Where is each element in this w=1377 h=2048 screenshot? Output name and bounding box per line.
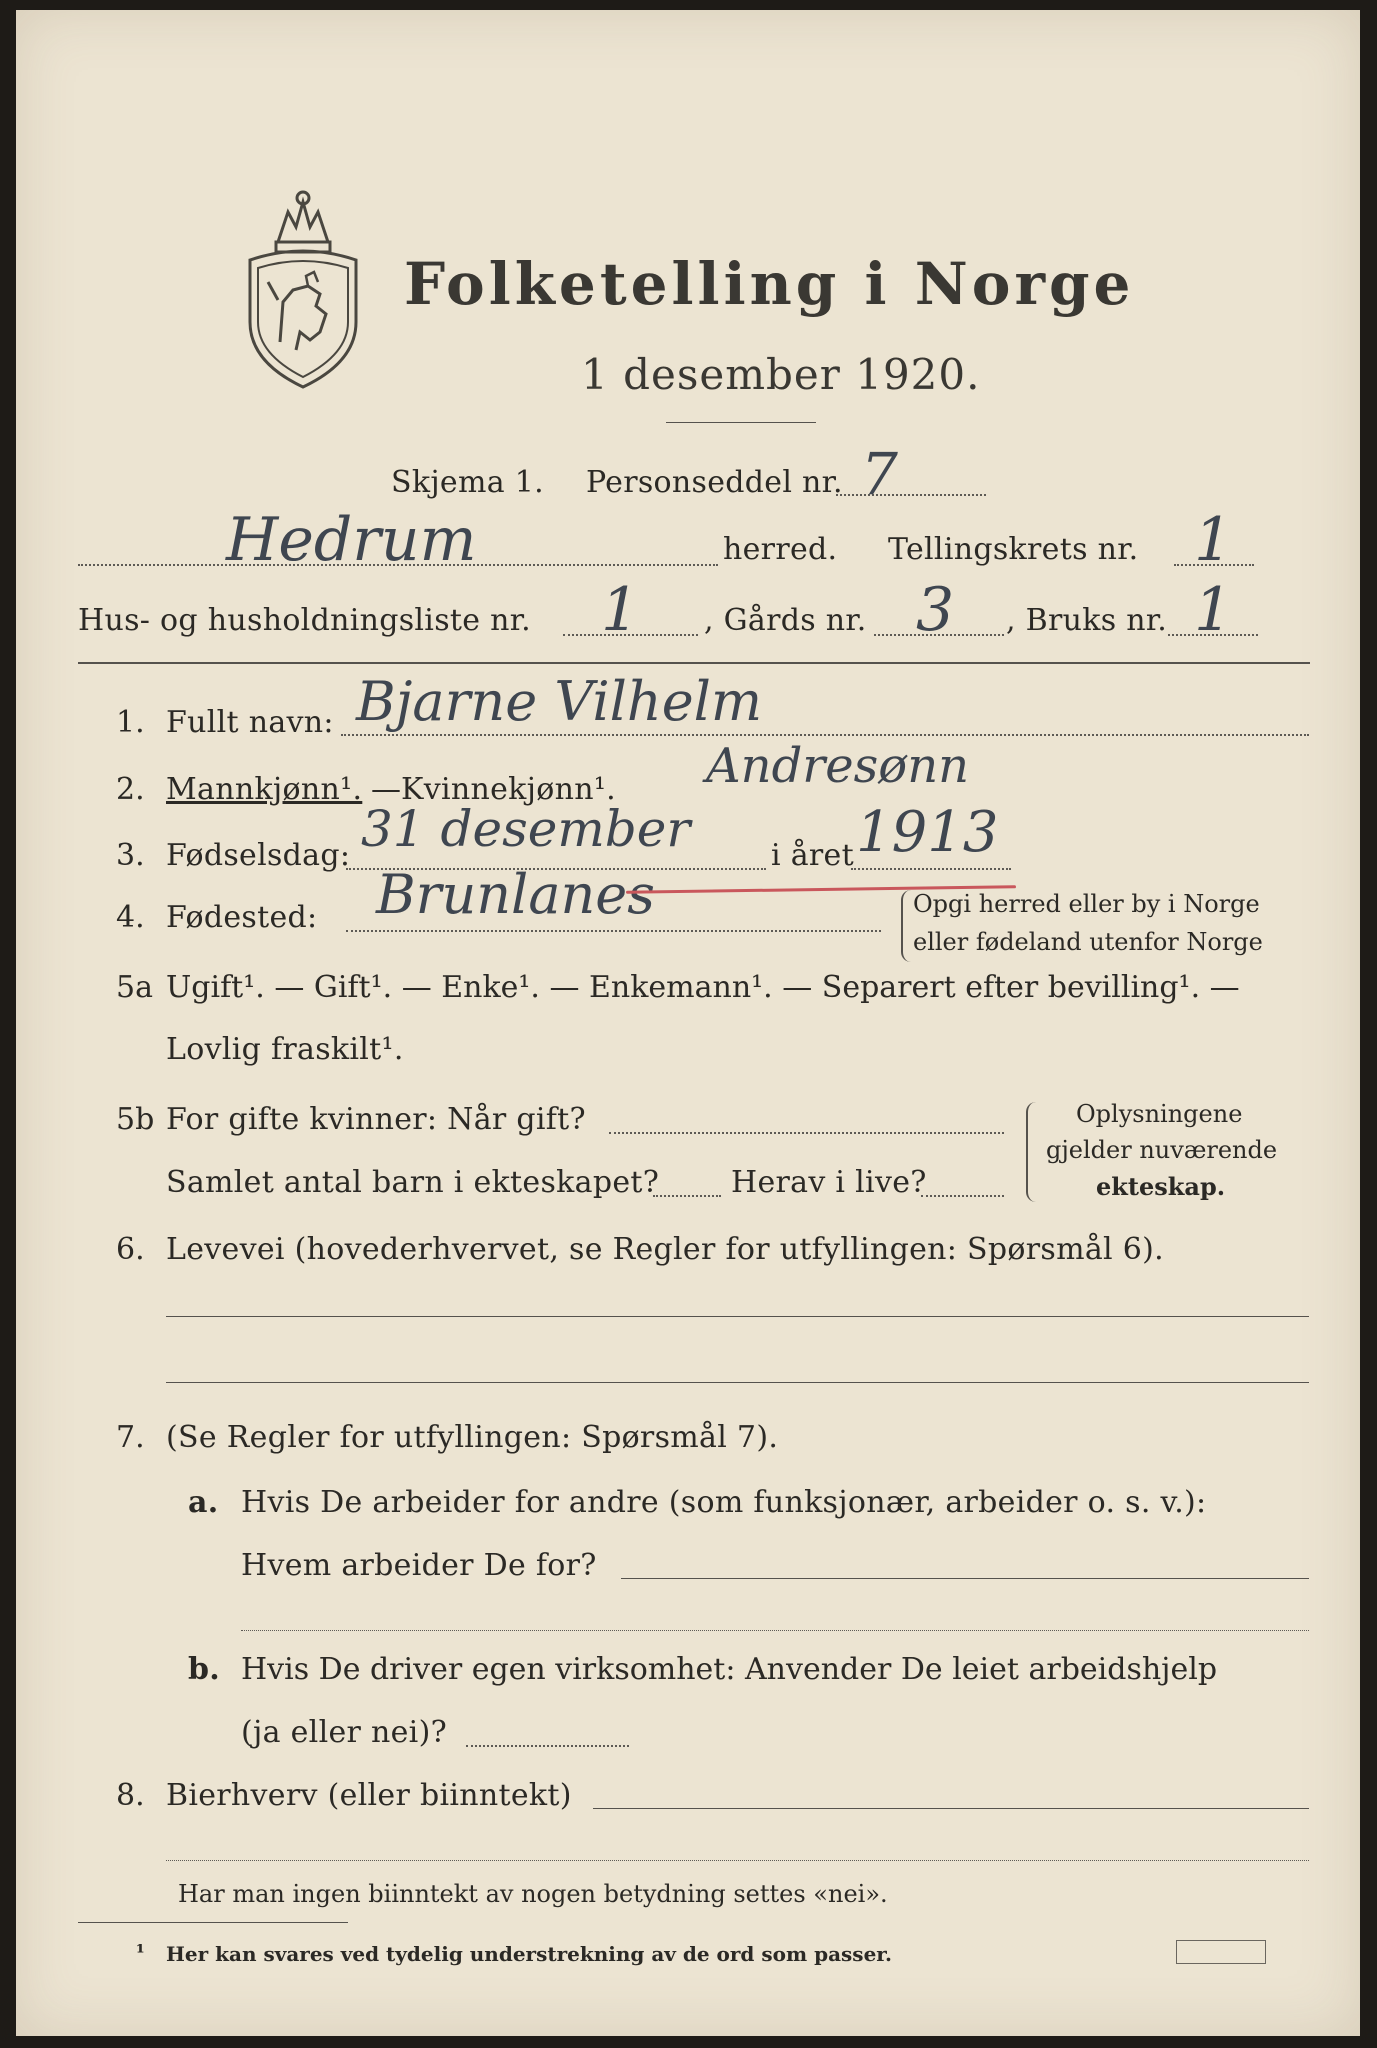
footnote-rule (78, 1922, 348, 1923)
q7-number: 7. (116, 1420, 145, 1455)
footnote-mark: ¹ (136, 1940, 145, 1964)
children-count-label: Samlet antal barn i ekteskapet? (166, 1165, 660, 1200)
q4-number: 4. (116, 900, 145, 935)
q7b-question: Hvis De driver egen virksomhet: Anvender De leiet arbeidshjelp (241, 1652, 1218, 1687)
q5b-number: 5b (116, 1102, 155, 1137)
children-alive-field[interactable] (921, 1195, 1004, 1197)
birth-year-label: i året (771, 838, 854, 873)
q7a-employer-label: Hvem arbeider De for? (241, 1548, 597, 1583)
birthday-value[interactable]: 31 desember (361, 800, 691, 858)
occupation-line-2[interactable] (166, 1382, 1309, 1383)
husliste-label: Hus- og husholdningsliste nr. (78, 603, 531, 638)
personseddel-value[interactable]: 7 (861, 440, 898, 508)
male-option[interactable]: Mannkjønn¹. (166, 772, 363, 807)
header-rule (78, 662, 1310, 664)
printer-stamp-icon (1176, 1940, 1266, 1964)
schema-label: Skjema 1. (391, 465, 544, 500)
herred-value[interactable]: Hedrum (226, 505, 477, 575)
marital-status-divorced[interactable]: Lovlig fraskilt¹. (166, 1032, 404, 1067)
full-name-value[interactable]: Bjarne Vilhelm (356, 670, 763, 733)
q6-number: 6. (116, 1232, 145, 1267)
marriage-note-1: Oplysningene (1076, 1100, 1243, 1128)
form-title: Folketelling i Norge (404, 250, 1135, 318)
full-name-surname[interactable]: Andresønn (706, 738, 970, 794)
q5a-number: 5a (116, 970, 153, 1005)
birth-year-value[interactable]: 1913 (856, 800, 999, 865)
tellingskrets-value[interactable]: 1 (1194, 505, 1233, 575)
q7a-letter: a. (188, 1485, 219, 1520)
children-alive-label: Herav i live? (731, 1165, 927, 1200)
side-income-note: Har man ingen biinntekt av nogen betydning settes «nei». (178, 1880, 888, 1908)
gards-value[interactable]: 3 (916, 575, 955, 645)
occupation-line-1[interactable] (166, 1316, 1309, 1317)
birthplace-note-1: Opgi herred eller by i Norge (913, 890, 1260, 918)
bruks-value[interactable]: 1 (1194, 575, 1233, 645)
husliste-value[interactable]: 1 (601, 575, 640, 645)
form-date: 1 desember 1920. (581, 350, 981, 399)
birthplace-note-2: eller fødeland utenfor Norge (913, 928, 1263, 956)
marriage-note-3: ekteskap. (1096, 1172, 1226, 1201)
q1-number: 1. (116, 705, 145, 740)
q7b-yesno-label: (ja eller nei)? (241, 1715, 447, 1750)
marriage-note-2: gjelder nuværende (1046, 1136, 1278, 1164)
birthplace-label: Fødested: (166, 900, 318, 935)
q7a-question: Hvis De arbeider for andre (som funksjonær, arbeider o. s. v.): (241, 1485, 1207, 1520)
q3-number: 3. (116, 838, 145, 873)
gender-separator: — (371, 772, 402, 807)
bruks-label: , Bruks nr. (1006, 603, 1168, 638)
hired-help-field[interactable] (466, 1745, 629, 1747)
coat-of-arms-icon (238, 182, 368, 392)
title-divider (666, 422, 816, 423)
employer-field[interactable] (621, 1578, 1309, 1579)
gards-label: , Gårds nr. (704, 603, 867, 638)
marital-status-options[interactable]: Ugift¹. — Gift¹. — Enke¹. — Enkemann¹. — Separert efter bevilling¹. — (166, 970, 1240, 1005)
footnote-text: Her kan svares ved tydelig understrekning av de ord som passer. (166, 1942, 892, 1966)
q1-label: Fullt navn: (166, 705, 334, 740)
census-form-sheet (16, 10, 1360, 2036)
birthday-label: Fødselsdag: (166, 838, 351, 873)
married-when-field[interactable] (609, 1132, 1004, 1134)
q8-number: 8. (116, 1778, 145, 1813)
q2-number: 2. (116, 772, 145, 807)
personseddel-label: Personseddel nr. (586, 465, 843, 500)
birthplace-value[interactable]: Brunlanes (376, 863, 655, 926)
children-count-field[interactable] (653, 1195, 721, 1197)
occupation-label: Levevei (hovederhvervet, se Regler for utfyllingen: Spørsmål 6). (166, 1232, 1164, 1267)
side-income-label: Bierhverv (eller biinntekt) (166, 1778, 572, 1813)
q7b-letter: b. (188, 1652, 221, 1687)
married-women-label: For gifte kvinner: Når gift? (166, 1102, 586, 1137)
herred-label: herred. (723, 532, 838, 567)
q7-label: (Se Regler for utfyllingen: Spørsmål 7). (166, 1420, 779, 1455)
side-income-field[interactable] (593, 1808, 1309, 1809)
tellingskrets-label: Tellingskrets nr. (888, 532, 1139, 567)
female-option[interactable]: Kvinnekjønn¹. (401, 772, 616, 807)
